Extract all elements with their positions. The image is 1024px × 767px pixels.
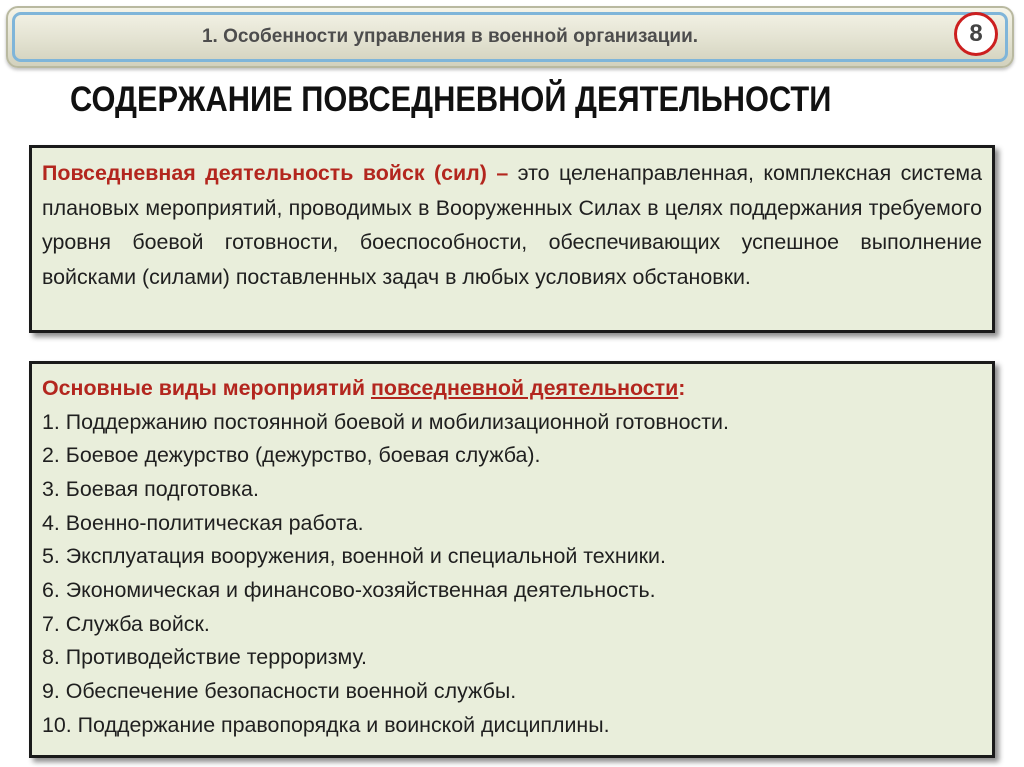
definition-paragraph: [42, 156, 982, 294]
page-title: СОДЕРЖАНИЕ ПОВСЕДНЕВНОЙ ДЕЯТЕЛЬНОСТИ: [70, 80, 832, 119]
list-item: 9. Обеспечение безопасности военной службы.: [42, 679, 517, 704]
activities-heading-suffix: :: [678, 376, 686, 400]
section-title: 1. Особенности управления в военной организации.: [201, 26, 699, 47]
activities-heading-underlined: повседневной деятельности: [370, 376, 679, 400]
activities-list: [42, 406, 982, 743]
page-number-badge: 8: [954, 12, 998, 56]
activities-heading-prefix: Основные виды мероприятий: [42, 376, 371, 400]
list-item: 3. Боевая подготовка.: [42, 476, 259, 501]
activities-box: [29, 361, 995, 758]
definition-term: Повседневная деятельность войск (сил) –: [42, 161, 509, 185]
list-item: 6. Экономическая и финансово-хозяйственная деятельность.: [42, 578, 656, 603]
list-item: 5. Эксплуатация вооружения, военной и специальной техники.: [42, 544, 666, 569]
definition-box: [29, 145, 995, 333]
list-item: 8. Противодействие терроризму.: [42, 645, 367, 670]
list-item: 7. Служба войск.: [42, 611, 210, 636]
list-item: 1. Поддержанию постоянной боевой и мобилизационной готовности.: [42, 409, 729, 434]
definition-text: это целенаправленная, комплексная система плановых мероприятий, проводимых в Вооруженных Силах в целях поддержания требуемого уровня боевой готовности, боеспособности, обеспечивающих успешное выполнение войсками (силами) поставленных задач в любых условиях обстановки.: [42, 161, 982, 289]
activities-heading: [42, 372, 982, 406]
list-item: 4. Военно-политическая работа.: [42, 510, 364, 535]
list-item: 2. Боевое дежурство (дежурство, боевая служба).: [42, 443, 541, 468]
list-item: 10. Поддержание правопорядка и воинской дисциплины.: [42, 712, 610, 737]
header-bar: [6, 6, 1014, 68]
